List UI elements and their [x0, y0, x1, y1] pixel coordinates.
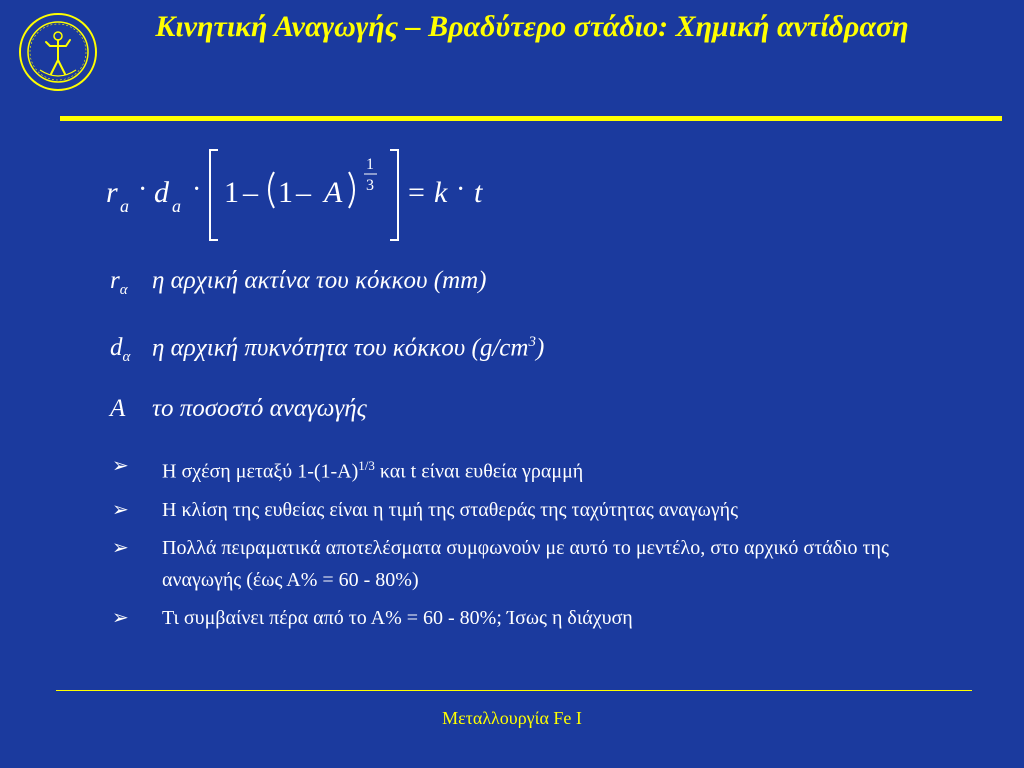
eq-left-paren [269, 172, 274, 208]
slide-title: Κινητική Αναγωγής – Βραδύτερο στάδιο: Χημική αντίδραση [155, 10, 909, 43]
arrow-bullet-icon: ➢ [112, 455, 129, 477]
def-text: η αρχική πυκνότητα του κόκκου $(g/cm^3)$ [152, 334, 545, 362]
variable-definitions [110, 255, 544, 435]
eq-dot1: · [138, 174, 148, 205]
list-item [112, 450, 962, 488]
bullet-text: Η σχέση μεταξύ $1-(1-A)^{1/3}$ και t είναι ευθεία γραμμή [162, 458, 584, 483]
rate-equation [100, 140, 520, 250]
footer-text: Μεταλλουργία Fe I [442, 708, 582, 728]
bullet-list [112, 450, 962, 640]
eq-minus-a: – [243, 176, 258, 209]
eq-right-paren [349, 172, 354, 208]
eq-dot3: · [456, 174, 466, 205]
definition-A [110, 383, 544, 435]
eq-k: k [434, 176, 448, 209]
bullet-text: Πολλά πειραματικά αποτελέσματα συμφωνούν με αυτό το μεντέλο, στο αρχικό στάδιο της αναγωγής (έως Α% = 60 - 80%) [162, 536, 889, 591]
eq-exp-den: 3 [366, 177, 374, 194]
arrow-bullet-icon: ➢ [112, 498, 129, 521]
def-symbol: $d_\alpha$ [110, 334, 131, 366]
list-item [112, 532, 962, 596]
eq-t: t [474, 176, 483, 209]
definition-ra [110, 255, 544, 316]
eq-d-sub: a [172, 196, 181, 216]
eq-exp-num: 1 [366, 156, 374, 173]
eq-A: A [324, 176, 343, 209]
eq-one-b: 1 [278, 176, 293, 209]
eq-right-bracket [390, 150, 398, 240]
university-seal-icon [18, 12, 98, 92]
definition-da [110, 316, 544, 383]
list-item [112, 602, 962, 634]
arrow-bullet-icon: ➢ [112, 606, 129, 629]
eq-r-sub: a [120, 196, 129, 216]
def-text: η αρχική ακτίνα του κόκκου (mm) [152, 267, 487, 294]
title-divider [60, 116, 1002, 121]
eq-dot2: · [192, 174, 202, 205]
bullet-text: Τι συμβαίνει πέρα από το Α% = 60 - 80%; Ίσως η διάχυση [162, 606, 633, 629]
bullet-text: Η κλίση της ευθείας είναι η τιμή της σταθεράς της ταχύτητας αναγωγής [162, 498, 738, 521]
eq-d: d [154, 176, 169, 209]
eq-r: r [106, 176, 118, 209]
def-symbol: $r_\alpha$ [110, 267, 128, 298]
eq-minus-b: – [296, 176, 311, 209]
def-symbol: A [110, 395, 126, 423]
list-item [112, 494, 962, 526]
eq-left-bracket [210, 150, 218, 240]
def-text: το ποσοστό αναγωγής [152, 395, 367, 423]
eq-one-a: 1 [224, 176, 239, 209]
arrow-bullet-icon: ➢ [112, 536, 129, 559]
footer-divider [56, 690, 972, 691]
eq-equals: = [408, 176, 425, 209]
